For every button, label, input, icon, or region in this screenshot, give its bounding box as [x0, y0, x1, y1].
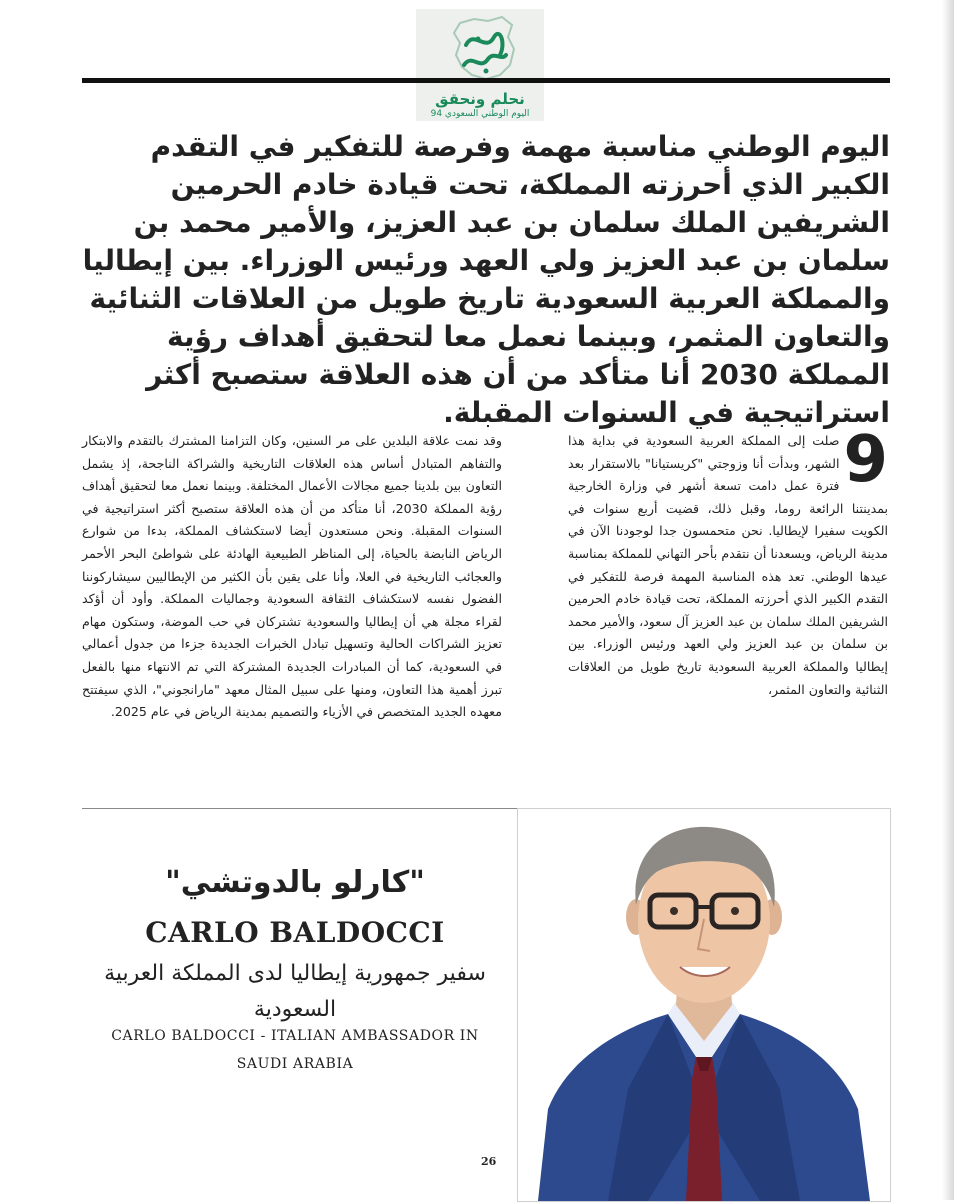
article-text-right: صلت إلى المملكة العربية السعودية في بداية هذا الشهر، وبدأت أنا وزوجتي "كريستيانا" بالاستقرار بعد فترة عمل دامت تسعة أشهر في وزارة الخارجية بمدينتنا الرائعة روما، وقبل ذلك، قضيت أربع سنوات في الكويت سفيرا لإيطاليا. نحن متحمسون جدا لوجودنا الآن في مدينة الرياض، ويسعدنا أن نتقدم بأحر التهاني للمملكة بمناسبة عيدها الوطني. تعد هذه المناسبة المهمة فرصة للتفكير في التقدم الكبير الذي أحرزته المملكة، تحت قيادة خادم الحرمين الشريفين الملك سلمان بن عبد العزيز آل سعود، والأمير محمد بن سلمان بن عبد العزيز ولي العهد ورئيس الوزراء. بين إيطاليا والمملكة العربية السعودية تاريخ طويل من العلاقات الثنائية والتعاون المثمر، [568, 433, 888, 697]
author-name-english: CARLO BALDOCCI [145, 916, 445, 949]
national-day-logo [416, 9, 544, 121]
portrait-illustration [518, 809, 890, 1201]
article-column-left: وقد نمت علاقة البلدين على مر السنين، وكان التزامنا المشترك بالتقدم والابتكار والتفاهم المتبادل أساس هذه العلاقات التاريخية والشراكة الناجحة، إذ يشمل التعاون بين بلدينا جميع مجالات الأعمال المختلفة. وبينما نعمل معا لتحقيق أهداف رؤية المملكة 2030، أنا متأكد من أن هذه العلاقة ستصبح أكثر استراتيجية في السنوات المقبلة. ونحن مستعدون أيضا لاستكشاف المملكة، بدءا من شوارع الرياض النابضة بالحياة، إلى المناظر الطبيعية الهادئة على شواطئ البحر الأحمر والعجائب التاريخية في العلا، وأنا على يقين بأن الكثير من الإيطاليين سيشاركوننا الفضول نفسه لاستكشاف الثقافة السعودية وجماليات المملكة. وأود أن أؤكد لقراء مجلة هي أن إيطاليا والسعودية تشتركان في حب الموضة، وستكون مهام تعزيز الشراكات الحالية وتسهيل تبادل الخبرات الجديدة جزءا من جدول أعمالي في السعودية، كما أن المبادرات الجديدة المشتركة التي تم الانتهاء منها بالفعل تبرز أهمية هذا التعاون، ومنها على سبيل المثال معهد "مارانجوني"، الذي سيفتتح معهده الجديد المتخصص في الأزياء والتصميم بمدينة الرياض في عام 2025. [82, 433, 502, 720]
ambassador-portrait [517, 808, 891, 1202]
top-rule [82, 78, 890, 83]
author-role-arabic: سفير جمهورية إيطاليا لدى المملكة العربية السعودية [104, 961, 486, 1022]
author-name-arabic: "كارلو بالدوتشي" [165, 865, 425, 900]
logo-subtitle: اليوم الوطني السعودي 94 [430, 109, 530, 119]
author-role-english: CARLO BALDOCCI - ITALIAN AMBASSADOR IN SAUDI ARABIA [111, 1028, 479, 1072]
lead-paragraph: اليوم الوطني مناسبة مهمة وفرصة للتفكير في التقدم الكبير الذي أحرزته المملكة، تحت قيادة خادم الحرمين الشريفين الملك سلمان بن عبد العزيز، والأمير محمد بن سلمان بن عبد العزيز ولي العهد ورئيس الوزراء. بين إيطاليا والمملكة العربية السعودية تاريخ طويل من العلاقات الثنائية والتعاون المثمر، وبينما نعمل معا لتحقيق أهداف رؤية المملكة 2030 أنا متأكد من أن هذه العلاقة ستصبح أكثر استراتيجية في السنوات المقبلة. [82, 130, 890, 429]
logo-title: نحلم ونحقق [435, 90, 525, 108]
article-column-right [568, 423, 888, 701]
page-number: 26 [481, 1155, 497, 1168]
drop-cap: 9 [843, 423, 888, 497]
page-edge-shadow [942, 0, 954, 1200]
